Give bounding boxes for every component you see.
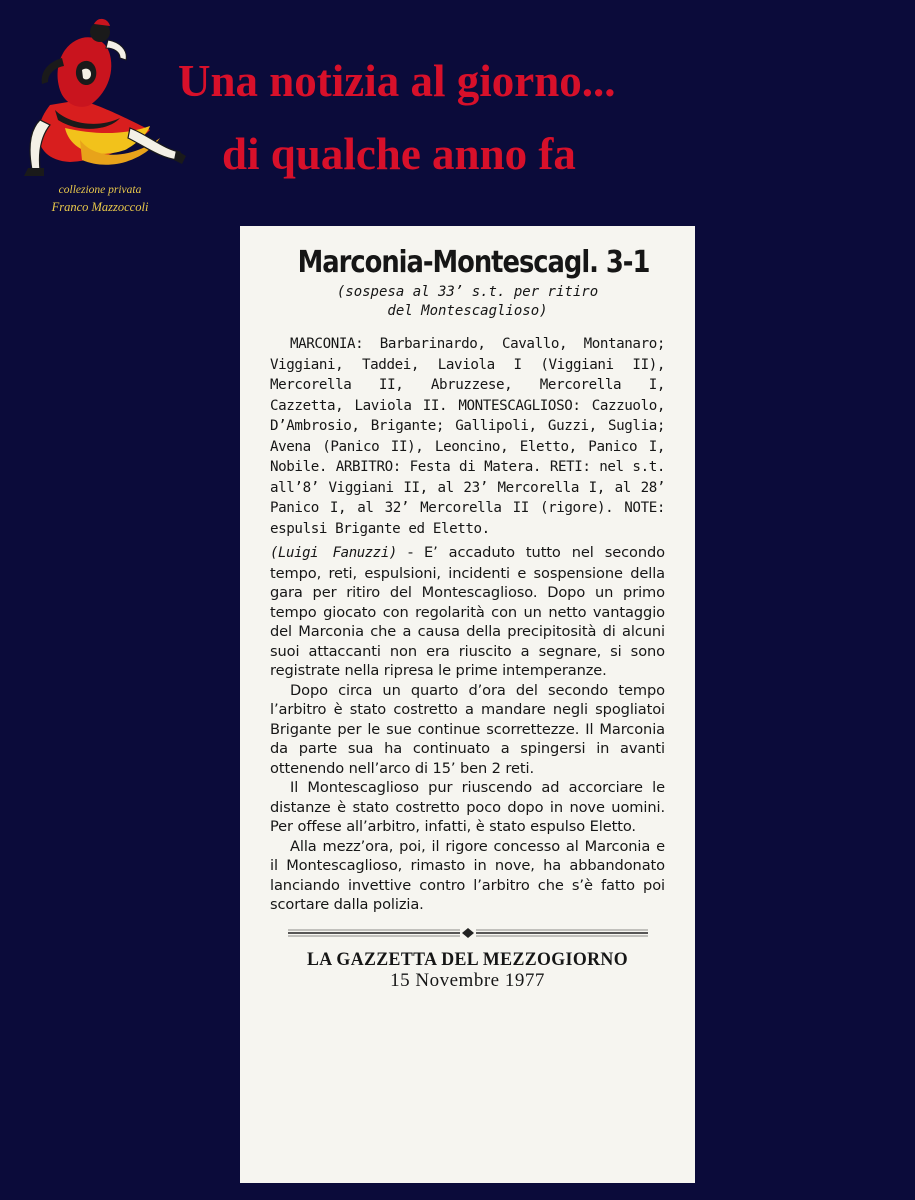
match-lineup: MARCONIA: Barbarinardo, Cavallo, Montanaro; Viggiani, Taddei, Laviola I (Viggiani II), Mercorella II, Abruzzese, Mercorella I, Cazzetta, Laviola II. MONTESCAGLIOSO: Cazzuolo, D’Ambrosio, Brigante; Gallipoli, Guzzi, Suglia; Avena (Panico II), Leoncino, Eletto, Panico I, Nobile. ARBITRO: Festa di Matera. RETI: nel s.t. all’8’ Viggiani II, al 23’ Mercorella I, al 28’ Panico I, al 32’ Mercorella II (rigore). NOTE: espulsi Brigante ed Eletto.: [270, 336, 665, 537]
article-title: Marconia-Montescagl. 3-1: [297, 245, 650, 280]
collection-logo: [10, 10, 190, 225]
headline-line-2: di qualche anno fa: [222, 129, 576, 179]
ornament-divider-icon: [288, 927, 648, 939]
article-paragraph-3: Il Montescaglioso pur riuscendo ad accorciare le distanze è stato costretto poco dopo in nove uomini. Per offese all’arbitro, infatti, è stato espulso Eletto.: [270, 779, 665, 835]
headline-line-1: Una notizia al giorno...: [178, 56, 616, 106]
publication-date: 15 Novembre 1977: [390, 969, 545, 991]
newspaper-name: LA GAZZETTA DEL MEZZOGIORNO: [307, 948, 628, 970]
article-paragraph-1: [270, 543, 665, 681]
logo-caption-owner: Franco Mazzoccoli: [51, 200, 149, 214]
newspaper-clipping: [240, 226, 695, 1183]
article-subtitle-line-1: (sospesa al 33’ s.t. per ritiro: [336, 284, 599, 300]
dancers-logo-icon: [10, 10, 190, 185]
article-paragraph-1-text: - E’ accaduto tutto nel secondo tempo, reti, espulsioni, incidenti e sospensione della gara per ritiro del Montescaglioso. Dopo un primo tempo giocato con regolarità con un netto vantaggio del Marconia che a causa della precipitosità di alcuni suoi attaccanti non era riuscito a segnare, si sono registrate nella ripresa le prime intemperanze.: [270, 544, 665, 679]
logo-caption-collection: collezione privata: [58, 184, 142, 196]
article-paragraph-4: Alla mezz’ora, poi, il rigore concesso al Marconia e il Montescaglioso, rimasto in nove, ha abbandonato lanciando invettive contro l’arbitro che s’è fatto poi scortare dalla polizia.: [270, 837, 665, 913]
article-subtitle-line-2: del Montescaglioso): [387, 303, 548, 319]
article-author: (Luigi Fanuzzi): [270, 545, 397, 561]
article-paragraph-2: Dopo circa un quarto d’ora del secondo tempo l’arbitro è stato costretto a mandare negli spogliatoi Brigante per le sue continue scorrettezze. Il Marconia da parte sua ha continuato a spingersi in avanti ottenendo nell’arco di 15’ ben 2 reti.: [270, 681, 665, 777]
